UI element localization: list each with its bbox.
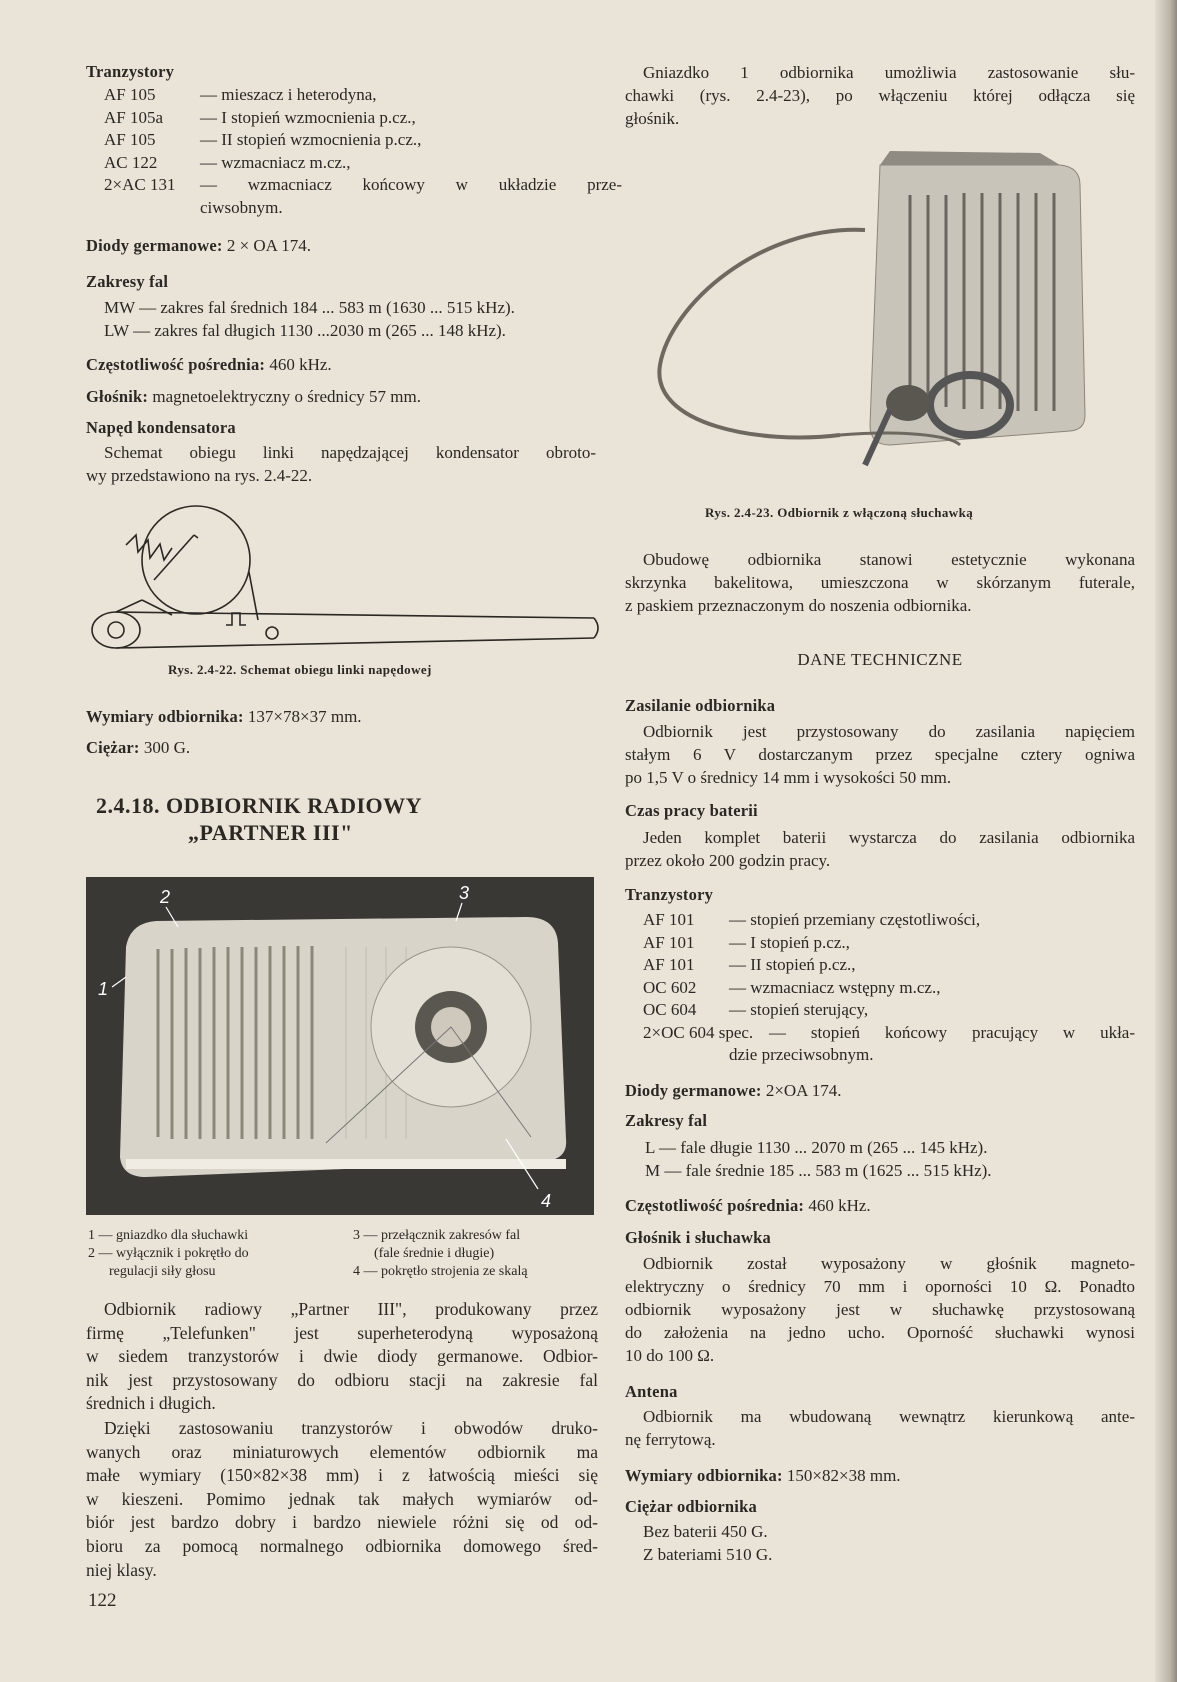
transistor-type xyxy=(643,1044,729,1067)
transistor-list xyxy=(104,84,622,219)
if-value: 460 kHz. xyxy=(265,355,332,374)
if-line-right xyxy=(625,1194,871,1217)
legend-item-1: 1 — gniazdko dla słuchawki xyxy=(88,1228,249,1243)
description-paragraph-1 xyxy=(86,1298,598,1416)
transistor-function: — II stopień p.cz., xyxy=(729,955,856,974)
text-line: średnich i długich. xyxy=(86,1393,216,1414)
transistor-type: AF 101 xyxy=(643,932,695,952)
text-line: po 1,5 V o średnicy 14 mm i wysokości 50 mm. xyxy=(625,768,952,787)
dims-line xyxy=(86,705,362,728)
partner-iii-photo xyxy=(86,877,594,1215)
text-line: odbiornik wyposażony jest w słuchawkę przystosowaną xyxy=(625,1300,1135,1319)
page-edge-shadow xyxy=(1155,0,1177,1682)
photo-label-1: 1 xyxy=(98,979,109,999)
transistor-row xyxy=(643,1022,1135,1045)
text-line: w siedem tranzystorów i dwie diody germanowe. Odbior- xyxy=(86,1346,598,1367)
transistor-row xyxy=(643,954,1135,977)
page-number: 122 xyxy=(88,1590,117,1611)
text-line: bioru za pomocą normalnego odbiornika domowego śred- xyxy=(86,1535,598,1556)
text-line: wy przedstawiono na rys. 2.4-22. xyxy=(86,466,313,485)
text-line: Odbiornik jest przystosowany do zasilania napięciem xyxy=(643,722,1135,741)
text-line: Jeden komplet baterii wystarcza do zasilania odbiornika xyxy=(643,828,1135,847)
section-number: 2.4.18. xyxy=(96,793,160,818)
weight-label: Ciężar: xyxy=(86,738,140,757)
weight-line xyxy=(86,736,190,759)
transistor-row xyxy=(104,129,622,152)
legend-item-2-cont: regulacji siły głosu xyxy=(88,1264,216,1279)
transistor-type xyxy=(104,197,200,220)
antenna-heading: Antena xyxy=(625,1382,678,1401)
figure-22-caption: Rys. 2.4-22. Schemat obiegu linki napędowej xyxy=(168,662,432,677)
transistor-type: AF 105 xyxy=(104,85,156,104)
text-line: firmę „Telefunken" jest superheterodyną wyposażoną xyxy=(86,1322,598,1343)
transistor-function: dzie przeciwsobnym. xyxy=(729,1045,874,1064)
text-line: M — fale średnie 185 ... 583 m (1625 ... 515 kHz). xyxy=(645,1161,992,1180)
text-line: przez około 200 godzin pracy. xyxy=(625,851,831,870)
diodes-label: Diody germanowe: xyxy=(86,236,223,255)
if-label: Częstotliwość pośrednia: xyxy=(86,355,266,374)
transistor-type: 2×OC 604 spec. xyxy=(643,1022,754,1042)
if-value-right: 460 kHz. xyxy=(804,1196,871,1215)
transistor-row xyxy=(643,932,1135,955)
figure-23-caption: Rys. 2.4-23. Odbiornik z włączoną słuchawką xyxy=(705,505,974,520)
text-line: głośnik. xyxy=(625,109,680,128)
receiver-with-headphone-photo xyxy=(640,145,1110,485)
section-title-line-2: „PARTNER III" xyxy=(188,820,353,845)
diodes-label-right: Diody germanowe: xyxy=(625,1081,762,1100)
speaker-line xyxy=(86,385,421,408)
bands-list xyxy=(104,296,515,342)
speaker-label: Głośnik: xyxy=(86,387,149,406)
text-line: do założenia na jedno ucho. Oporność słuchawki wynosi xyxy=(625,1323,1135,1342)
dims-value: 137×78×37 mm. xyxy=(243,707,362,726)
transistor-row xyxy=(104,174,622,197)
text-line: L — fale długie 1130 ... 2070 m (265 ... 145 kHz). xyxy=(645,1138,988,1157)
weight-value: 300 G. xyxy=(139,738,191,757)
legend-item-3: 3 — przełącznik zakresów fal xyxy=(353,1228,521,1243)
text-line: chawki (rys. 2.4-23), po włączeniu której odłącza się xyxy=(625,86,1135,105)
text-line: elektryczny o średnicy 70 mm i oporności 10 Ω. Ponadto xyxy=(625,1277,1135,1296)
transistor-function: — wzmacniacz wstępny m.cz., xyxy=(729,977,941,997)
text-line: niej klasy. xyxy=(86,1559,157,1580)
transistor-type: AF 105 xyxy=(104,130,156,149)
transistor-function: — stopień sterujący, xyxy=(729,1000,869,1019)
text-line: Odbiornik radiowy „Partner III", produkowany przez xyxy=(104,1299,598,1319)
text-line: Gniazdko 1 odbiornika umożliwia zastosowanie słu- xyxy=(643,63,1135,82)
bands-list-right xyxy=(645,1136,992,1182)
dims-label: Wymiary odbiornika: xyxy=(86,707,244,726)
text-line: Bez baterii 450 G. xyxy=(643,1522,768,1541)
transistor-row xyxy=(104,107,622,130)
transistor-type: AF 101 xyxy=(643,955,695,974)
text-line: w kieszeni. Pomimo jednak tak małych wymiarów od- xyxy=(86,1488,598,1509)
speaker-value: magnetoelektryczny o średnicy 57 mm. xyxy=(148,387,421,406)
battery-heading: Czas pracy baterii xyxy=(625,801,758,820)
text-line: Z bateriami 510 G. xyxy=(643,1545,773,1564)
text-line: nik jest przystosowany do odbioru stacji na zakresie fal xyxy=(86,1369,598,1390)
weight-heading-right: Ciężar odbiornika xyxy=(625,1497,757,1516)
transistors-heading-right: Tranzystory xyxy=(625,885,714,904)
text-line: skrzynka bakelitowa, umieszczona w skórzanym futerale, xyxy=(625,573,1135,592)
transistor-type: AF 101 xyxy=(643,910,695,929)
transistors-heading: Tranzystory xyxy=(86,62,175,81)
transistor-row xyxy=(643,977,1135,1000)
transistor-function: — stopień końcowy pracujący w ukła- xyxy=(769,1022,1135,1042)
speaker-text-right xyxy=(625,1252,1135,1367)
diodes-value-right: 2×OA 174. xyxy=(761,1081,842,1100)
text-line: Dzięki zastosowaniu tranzystorów i obwodów druko- xyxy=(104,1418,598,1438)
antenna-text xyxy=(625,1405,1135,1451)
text-line: stałym 6 V dostarczanym przez specjalne cztery ogniwa xyxy=(625,745,1135,764)
if-line xyxy=(86,353,332,376)
text-line: z paskiem przeznaczonym do noszenia odbiornika. xyxy=(625,596,972,615)
bands-heading-right: Zakresy fal xyxy=(625,1111,708,1130)
text-line: Odbiornik ma wbudowaną wewnątrz kierunkową ante- xyxy=(643,1407,1135,1426)
cable-drive-diagram xyxy=(86,500,606,655)
legend-item-4: 4 — pokrętło strojenia ze skalą xyxy=(353,1264,528,1279)
text-line: biór jest bardzo dobry i bardzo niewiele różni się od od- xyxy=(86,1512,598,1533)
transistor-row xyxy=(643,999,1135,1022)
weight-lines-right xyxy=(643,1520,772,1566)
text-line: nę ferrytową. xyxy=(625,1430,716,1449)
text-line: Schemat obiegu linki napędzającej kondensator obroto- xyxy=(104,443,596,462)
technical-data-heading: DANE TECHNICZNE xyxy=(797,650,963,669)
transistor-function: — wzmacniacz końcowy w układzie prze- xyxy=(200,175,622,194)
photo-legend-left xyxy=(88,1227,348,1281)
speaker-heading-right: Głośnik i słuchawka xyxy=(625,1228,771,1247)
diodes-value: 2 × OA 174. xyxy=(222,236,312,255)
drive-text xyxy=(86,441,596,487)
transistor-function: — I stopień p.cz., xyxy=(729,932,850,952)
transistor-function: — mieszacz i heterodyna, xyxy=(200,85,377,104)
transistor-row xyxy=(104,197,622,220)
photo-legend-right xyxy=(353,1227,613,1281)
transistor-function: — I stopień wzmocnienia p.cz., xyxy=(200,107,416,127)
diodes-line xyxy=(86,234,311,257)
legend-item-2: 2 — wyłącznik i pokrętło do xyxy=(88,1246,249,1261)
power-heading: Zasilanie odbiornika xyxy=(625,696,776,715)
transistor-type: OC 602 xyxy=(643,977,697,997)
transistor-function: — stopień przemiany częstotliwości, xyxy=(729,910,981,929)
transistor-row xyxy=(643,909,1135,932)
dims-label-right: Wymiary odbiornika: xyxy=(625,1466,783,1485)
text-line: małe wymiary (150×82×38 mm) i z łatwością mieści się xyxy=(86,1465,598,1486)
dims-value-right: 150×82×38 mm. xyxy=(782,1466,901,1485)
transistor-row xyxy=(643,1044,1135,1067)
transistor-function: ciwsobnym. xyxy=(200,197,283,217)
text-line: MW — zakres fal średnich 184 ... 583 m (1630 ... 515 kHz). xyxy=(104,298,515,317)
text-line: Odbiornik został wyposażony w głośnik magneto- xyxy=(643,1254,1135,1273)
dims-line-right xyxy=(625,1464,901,1487)
battery-text xyxy=(625,826,1135,872)
transistor-row xyxy=(104,152,622,175)
transistor-list-right xyxy=(643,909,1135,1067)
drive-heading: Napęd kondensatora xyxy=(86,418,236,437)
text-line: 10 do 100 Ω. xyxy=(625,1346,715,1365)
bands-heading: Zakresy fal xyxy=(86,272,169,291)
diodes-line-right xyxy=(625,1079,842,1102)
photo-label-4: 4 xyxy=(541,1191,552,1211)
if-label-right: Częstotliwość pośrednia: xyxy=(625,1196,805,1215)
transistor-function: — II stopień wzmocnienia p.cz., xyxy=(200,130,422,149)
photo-label-3: 3 xyxy=(459,883,470,903)
transistor-type: 2×AC 131 xyxy=(104,175,176,194)
photo-label-2: 2 xyxy=(160,887,171,907)
transistor-function: — wzmacniacz m.cz., xyxy=(200,152,351,172)
legend-item-3-cont: (fale średnie i długie) xyxy=(353,1246,495,1261)
headphone-intro xyxy=(625,61,1135,130)
text-line: wanych oraz miniaturowych elementów odbiornik ma xyxy=(86,1441,598,1462)
housing-paragraph xyxy=(625,548,1135,617)
transistor-type: AF 105a xyxy=(104,107,164,127)
transistor-type: AC 122 xyxy=(104,152,158,172)
text-line: LW — zakres fal długich 1130 ...2030 m (265 ... 148 kHz). xyxy=(104,321,506,340)
transistor-type: OC 604 xyxy=(643,1000,697,1019)
section-title-line-1: ODBIORNIK RADIOWY xyxy=(166,793,423,818)
description-paragraph-2 xyxy=(86,1417,598,1582)
power-text xyxy=(625,720,1135,789)
section-title xyxy=(96,792,422,846)
text-line: Obudowę odbiornika stanowi estetycznie wykonana xyxy=(643,550,1135,569)
transistor-row xyxy=(104,84,622,107)
